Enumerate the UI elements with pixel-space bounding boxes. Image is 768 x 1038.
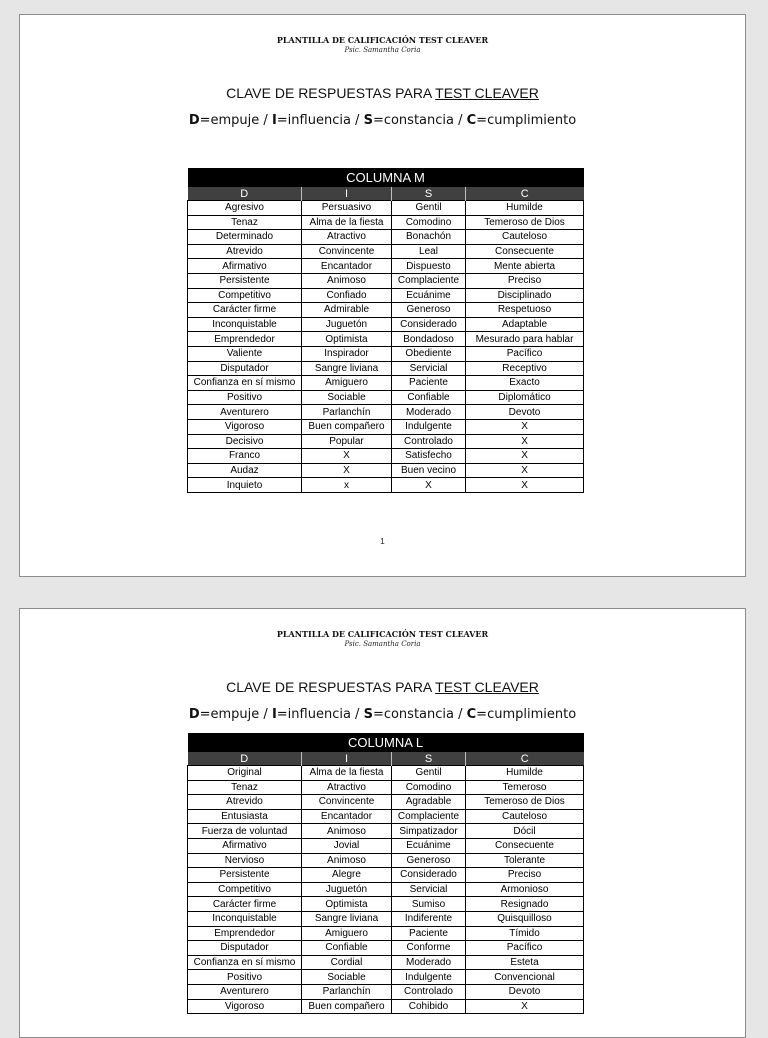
table-cell-s: Complaciente (392, 273, 466, 288)
table-row (188, 303, 584, 318)
table-cell-s: Servicial (392, 361, 466, 376)
table-cell-d: Fuerza de voluntad (188, 824, 302, 839)
table-cell-s: Conforme (392, 941, 466, 956)
table-cell-s: Ecuánime (392, 838, 466, 853)
table-cell-c: Respetuoso (466, 303, 584, 318)
table-row (188, 868, 584, 883)
table-cell-c: Temeroso de Dios (466, 215, 584, 230)
category-c-header: C (466, 187, 584, 201)
table-cell-s: Controlado (392, 984, 466, 999)
legend-c-letter: C (466, 113, 477, 128)
table-cell-i: Sangre liviana (302, 361, 392, 376)
legend-s-letter: S (363, 113, 373, 128)
table-row (188, 390, 584, 405)
table-cell-d: Persistente (188, 273, 302, 288)
legend-d-letter: D (188, 113, 200, 128)
column-title: COLUMNA L (188, 733, 584, 752)
table-cell-s: Dispuesto (392, 259, 466, 274)
heading-test-name: TEST CLEAVER (435, 85, 539, 101)
table-cell-s: Gentil (392, 201, 466, 216)
table-cell-i: Optimista (302, 332, 392, 347)
table-body (188, 766, 584, 1014)
table-cell-s: Bonachón (392, 230, 466, 245)
table-cell-d: Entusiasta (188, 809, 302, 824)
table-cell-i: Amiguero (302, 376, 392, 391)
table-cell-i: x (302, 478, 392, 493)
table-cell-c: Consecuente (466, 244, 584, 259)
table-cell-c: X (466, 434, 584, 449)
factor-legend (20, 113, 745, 128)
legend-i-text: =influencia / (276, 707, 364, 722)
table-cell-s: Generoso (392, 853, 466, 868)
table-cell-c: Resignado (466, 897, 584, 912)
table-row (188, 273, 584, 288)
table-row (188, 361, 584, 376)
table-cell-d: Disputador (188, 361, 302, 376)
table-cell-d: Emprendedor (188, 332, 302, 347)
category-c-header: C (466, 752, 584, 766)
heading-prefix: CLAVE DE RESPUESTAS PARA (226, 85, 436, 101)
table-cell-i: Encantador (302, 259, 392, 274)
table-row (188, 332, 584, 347)
template-title: PLANTILLA DE CALIFICACIÓN TEST CLEAVER (276, 629, 489, 639)
table-row (188, 911, 584, 926)
table-cell-i: Cordial (302, 955, 392, 970)
table-cell-d: Vigoroso (188, 999, 302, 1014)
table-row (188, 984, 584, 999)
answer-key-table-l (187, 733, 584, 1014)
table-cell-i: Encantador (302, 809, 392, 824)
table-cell-s: Paciente (392, 926, 466, 941)
legend-s-letter: S (363, 707, 373, 722)
table-cell-s: Leal (392, 244, 466, 259)
table-row (188, 838, 584, 853)
table-cell-d: Original (188, 766, 302, 781)
table-cell-i: Persuasivo (302, 201, 392, 216)
table-cell-d: Atrevido (188, 244, 302, 259)
table-cell-i: Alma de la fiesta (302, 766, 392, 781)
table-cell-d: Decisivo (188, 434, 302, 449)
table-row (188, 317, 584, 332)
table-row (188, 941, 584, 956)
category-i-header: I (302, 187, 392, 201)
page-number: 1 (380, 537, 385, 546)
category-s-header: S (392, 187, 466, 201)
legend-c-text: =cumplimiento (476, 113, 577, 128)
table-cell-c: Armonioso (466, 882, 584, 897)
table-row (188, 244, 584, 259)
legend-d-text: =empuje / (199, 707, 272, 722)
table-cell-c: X (466, 449, 584, 464)
table-cell-c: Consecuente (466, 838, 584, 853)
table-row (188, 897, 584, 912)
table-cell-c: Dócil (466, 824, 584, 839)
table-cell-d: Competitivo (188, 882, 302, 897)
table-cell-c: Exacto (466, 376, 584, 391)
table-cell-i: Atractivo (302, 780, 392, 795)
table-cell-i: Amiguero (302, 926, 392, 941)
table-cell-i: Convincente (302, 244, 392, 259)
table-cell-i: Buen compañero (302, 999, 392, 1014)
table-cell-c: Devoto (466, 405, 584, 420)
table-cell-s: Indulgente (392, 419, 466, 434)
table-row (188, 853, 584, 868)
table-cell-s: Servicial (392, 882, 466, 897)
table-cell-i: Animoso (302, 273, 392, 288)
document-page-2 (19, 608, 746, 1038)
table-cell-c: X (466, 419, 584, 434)
table-cell-d: Disputador (188, 941, 302, 956)
table-cell-d: Determinado (188, 230, 302, 245)
table-cell-s: Comodino (392, 215, 466, 230)
table-cell-c: Convencional (466, 970, 584, 985)
table-cell-s: Paciente (392, 376, 466, 391)
answer-key-heading (20, 679, 745, 695)
author-line: Psic. Samantha Coria (344, 46, 421, 54)
table-cell-c: Mesurado para hablar (466, 332, 584, 347)
table-cell-s: Indiferente (392, 911, 466, 926)
table-cell-d: Tenaz (188, 215, 302, 230)
table-cell-s: Considerado (392, 317, 466, 332)
table-cell-d: Atrevido (188, 795, 302, 810)
table-cell-d: Persistente (188, 868, 302, 883)
table-cell-d: Agresivo (188, 201, 302, 216)
table-row (188, 405, 584, 420)
table-row (188, 288, 584, 303)
table-cell-c: Esteta (466, 955, 584, 970)
answer-key-heading (20, 85, 745, 101)
table-cell-i: Convincente (302, 795, 392, 810)
table-cell-i: Parlanchín (302, 405, 392, 420)
table-row (188, 449, 584, 464)
legend-s-text: =constancia / (372, 113, 467, 128)
table-cell-c: Devoto (466, 984, 584, 999)
table-cell-s: Agradable (392, 795, 466, 810)
table-cell-d: Tenaz (188, 780, 302, 795)
table-cell-c: Disciplinado (466, 288, 584, 303)
table-row (188, 882, 584, 897)
table-cell-s: Generoso (392, 303, 466, 318)
table-cell-d: Aventurero (188, 984, 302, 999)
table-cell-i: Animoso (302, 824, 392, 839)
category-d-header: D (188, 752, 302, 766)
table-cell-s: Indulgente (392, 970, 466, 985)
table-row (188, 970, 584, 985)
table-cell-d: Audaz (188, 463, 302, 478)
table-cell-d: Confianza en sí mismo (188, 955, 302, 970)
table-cell-d: Afirmativo (188, 259, 302, 274)
table-cell-s: Obediente (392, 346, 466, 361)
table-row (188, 230, 584, 245)
category-i-header: I (302, 752, 392, 766)
table-cell-c: Tolerante (466, 853, 584, 868)
table-cell-i: Alma de la fiesta (302, 215, 392, 230)
table-cell-d: Aventurero (188, 405, 302, 420)
table-cell-c: Receptivo (466, 361, 584, 376)
table-cell-i: Sociable (302, 970, 392, 985)
table-cell-i: Alegre (302, 868, 392, 883)
table-cell-c: Cauteloso (466, 230, 584, 245)
table-cell-c: Pacífico (466, 346, 584, 361)
table-cell-s: Moderado (392, 405, 466, 420)
table-cell-s: Sumiso (392, 897, 466, 912)
table-row (188, 780, 584, 795)
table-row (188, 955, 584, 970)
table-cell-c: Mente abierta (466, 259, 584, 274)
table-cell-d: Inconquistable (188, 317, 302, 332)
table-cell-d: Afirmativo (188, 838, 302, 853)
table-cell-i: Confiable (302, 941, 392, 956)
table-row (188, 434, 584, 449)
table-cell-c: X (466, 999, 584, 1014)
template-title: PLANTILLA DE CALIFICACIÓN TEST CLEAVER (276, 35, 489, 45)
table-cell-d: Inquieto (188, 478, 302, 493)
table-cell-s: X (392, 478, 466, 493)
table-cell-s: Satisfecho (392, 449, 466, 464)
table-cell-c: Cauteloso (466, 809, 584, 824)
answer-key-table-m (187, 168, 584, 493)
heading-test-name: TEST CLEAVER (435, 679, 539, 695)
table-cell-i: Inspirador (302, 346, 392, 361)
table-cell-d: Carácter firme (188, 303, 302, 318)
table-row (188, 201, 584, 216)
category-d-header: D (188, 187, 302, 201)
table-cell-s: Considerado (392, 868, 466, 883)
table-cell-i: Sangre liviana (302, 911, 392, 926)
table-row (188, 478, 584, 493)
author-line: Psic. Samantha Coria (344, 640, 421, 648)
table-cell-s: Confiable (392, 390, 466, 405)
table-cell-c: Preciso (466, 868, 584, 883)
table-row (188, 419, 584, 434)
table-body (188, 201, 584, 493)
table-cell-i: X (302, 449, 392, 464)
table-cell-i: Optimista (302, 897, 392, 912)
table-cell-i: X (302, 463, 392, 478)
table-cell-s: Controlado (392, 434, 466, 449)
table-row (188, 795, 584, 810)
table-cell-i: Animoso (302, 853, 392, 868)
table-row (188, 809, 584, 824)
table-cell-s: Gentil (392, 766, 466, 781)
table-cell-d: Inconquistable (188, 911, 302, 926)
table-row (188, 926, 584, 941)
table-cell-s: Moderado (392, 955, 466, 970)
table-cell-s: Ecuánime (392, 288, 466, 303)
table-cell-i: Sociable (302, 390, 392, 405)
table-cell-c: X (466, 463, 584, 478)
table-cell-d: Vigoroso (188, 419, 302, 434)
heading-prefix: CLAVE DE RESPUESTAS PARA (226, 679, 436, 695)
table-row (188, 766, 584, 781)
category-s-header: S (392, 752, 466, 766)
table-cell-c: Temeroso (466, 780, 584, 795)
table-cell-c: Temeroso de Dios (466, 795, 584, 810)
table-cell-i: Parlanchín (302, 984, 392, 999)
table-cell-c: Adaptable (466, 317, 584, 332)
table-cell-c: X (466, 478, 584, 493)
table-cell-c: Humilde (466, 766, 584, 781)
table-cell-d: Positivo (188, 390, 302, 405)
table-cell-s: Buen vecino (392, 463, 466, 478)
table-cell-c: Pacífico (466, 941, 584, 956)
table-cell-i: Juguetón (302, 317, 392, 332)
table-cell-c: Tímido (466, 926, 584, 941)
factor-legend (20, 707, 745, 722)
legend-i-letter: I (271, 113, 277, 128)
table-row (188, 376, 584, 391)
table-cell-d: Valiente (188, 346, 302, 361)
table-cell-s: Comodino (392, 780, 466, 795)
table-cell-c: Humilde (466, 201, 584, 216)
table-cell-i: Juguetón (302, 882, 392, 897)
table-cell-d: Carácter firme (188, 897, 302, 912)
table-cell-c: Quisquilloso (466, 911, 584, 926)
table-cell-s: Complaciente (392, 809, 466, 824)
table-cell-d: Nervioso (188, 853, 302, 868)
legend-c-text: =cumplimiento (476, 707, 577, 722)
table-cell-d: Emprendedor (188, 926, 302, 941)
table-row (188, 259, 584, 274)
table-cell-c: Preciso (466, 273, 584, 288)
table-cell-d: Confianza en sí mismo (188, 376, 302, 391)
column-title: COLUMNA M (188, 168, 584, 187)
table-cell-d: Competitivo (188, 288, 302, 303)
table-cell-c: Diplomático (466, 390, 584, 405)
table-row (188, 999, 584, 1014)
table-cell-d: Positivo (188, 970, 302, 985)
legend-s-text: =constancia / (372, 707, 467, 722)
table-row (188, 463, 584, 478)
legend-i-text: =influencia / (276, 113, 364, 128)
table-cell-s: Cohibido (392, 999, 466, 1014)
table-row (188, 215, 584, 230)
table-cell-i: Buen compañero (302, 419, 392, 434)
table-cell-i: Admirable (302, 303, 392, 318)
table-cell-d: Franco (188, 449, 302, 464)
legend-d-text: =empuje / (199, 113, 272, 128)
legend-c-letter: C (466, 707, 477, 722)
table-cell-s: Bondadoso (392, 332, 466, 347)
table-cell-s: Simpatizador (392, 824, 466, 839)
table-cell-i: Confiado (302, 288, 392, 303)
table-row (188, 824, 584, 839)
document-page-1 (19, 14, 746, 577)
legend-i-letter: I (271, 707, 277, 722)
table-cell-i: Popular (302, 434, 392, 449)
table-cell-i: Atractivo (302, 230, 392, 245)
legend-d-letter: D (188, 707, 200, 722)
table-cell-i: Jovial (302, 838, 392, 853)
table-row (188, 346, 584, 361)
